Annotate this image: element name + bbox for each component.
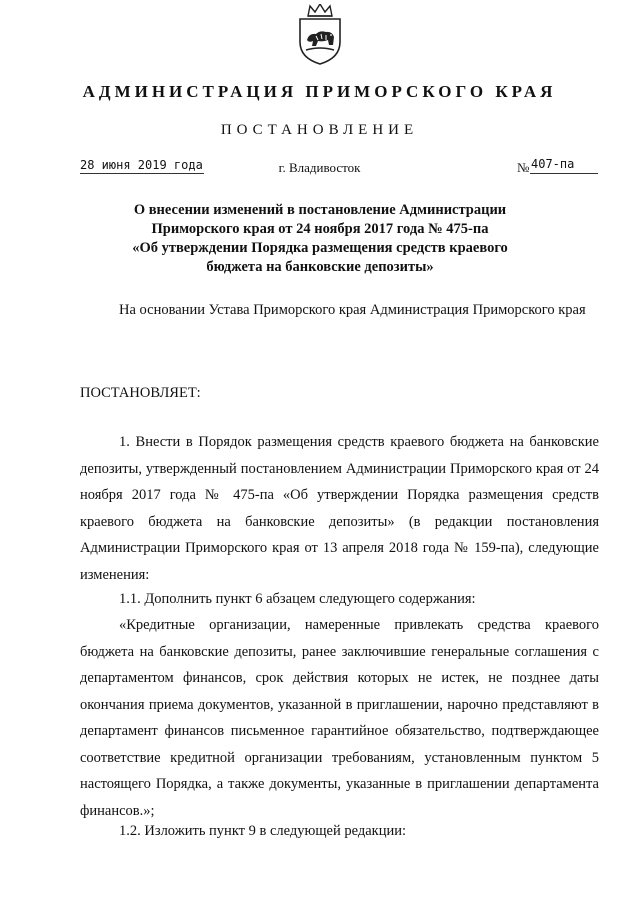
quoted-amendment-paragraph: «Кредитные организации, намеренные привлекать средства краевого бюджета на банковские депозиты, ранее заключившие генеральные соглашения с департаментом финансов, срок действия которых не истек, не позднее даты окончания приема документов, указанной в приглашении, нарочно представляют в департамент финансов письменное гарантийное обязательство, подтверждающее соответствие кредитной организации требованиям, установленным пунктом 5 настоящего Порядка, а также документы, указанные в приглашении департамента финансов.»;: [80, 617, 599, 819]
number-sign: №: [517, 160, 530, 175]
number-underline: [530, 173, 598, 174]
document-date: 28 июня 2019 года: [80, 158, 203, 172]
item-1-1-paragraph: 1.1. Дополнить пункт 6 абзацем следующего содержания:: [119, 591, 476, 607]
document-city: г. Владивосток: [278, 160, 361, 175]
basis-paragraph: На основании Устава Приморского края Администрация Приморского края: [119, 302, 586, 318]
subject-line: Приморского края от 24 ноября 2017 года № 475-па: [151, 221, 489, 237]
subject-line: О внесении изменений в постановление Администрации: [133, 202, 507, 218]
subject-line: бюджета на банковские депозиты»: [206, 259, 434, 275]
organization-title: АДМИНИСТРАЦИЯ ПРИМОРСКОГО КРАЯ: [82, 82, 557, 101]
subject-line: «Об утверждении Порядка размещения средств краевого: [132, 240, 508, 256]
item-1-2-paragraph: 1.2. Изложить пункт 9 в следующей редакции:: [119, 823, 407, 839]
document-number: 407-па: [531, 157, 575, 171]
resolve-heading: ПОСТАНОВЛЯЕТ:: [80, 385, 201, 401]
coat-of-arms-icon: [296, 4, 344, 66]
item-1-paragraph: 1. Внести в Порядок размещения средств краевого бюджета на банковские депозиты, утвержденный постановлением Администрации Приморского края от 24 ноября 2017 года № 475-па «Об утверждении Порядка размещения средств краевого бюджета на банковские депозиты» (в редакции постановления Администрации Приморского края от 13 апреля 2018 года № 159-па), следующие изменения:: [80, 434, 599, 583]
document-type: ПОСТАНОВЛЕНИЕ: [220, 122, 419, 138]
document-subject: [110, 201, 530, 277]
